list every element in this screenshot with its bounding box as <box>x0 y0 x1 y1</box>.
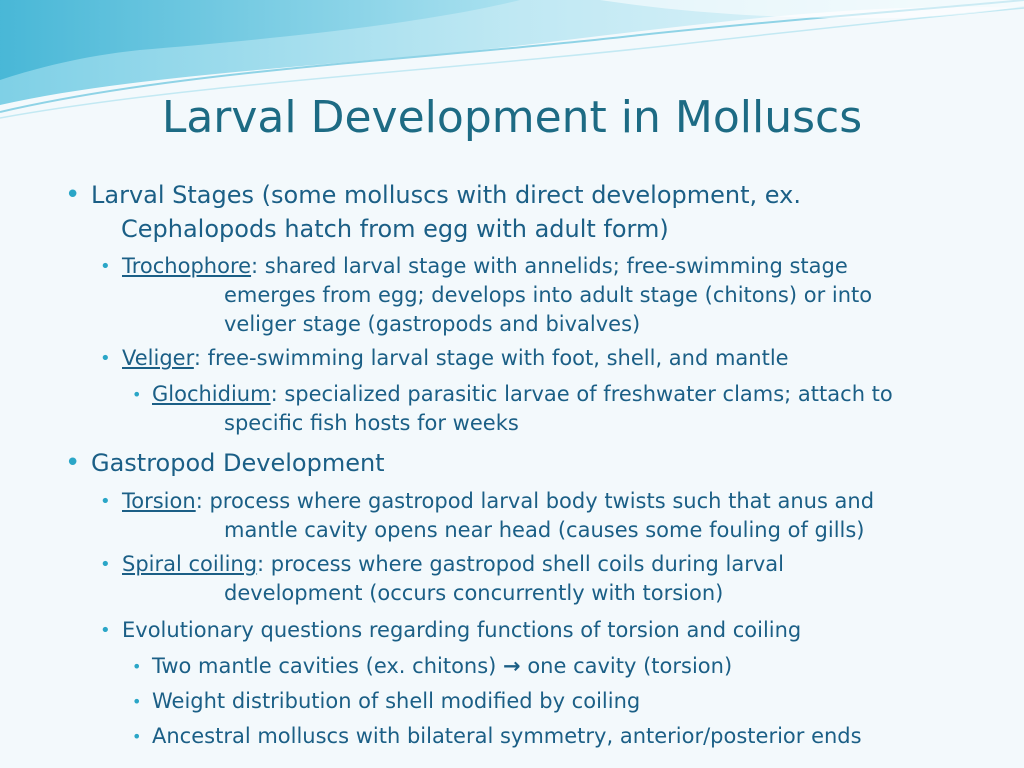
bullet-gastropod-development <box>65 446 991 480</box>
bullet-veliger <box>100 344 1002 373</box>
bullet-text: : specialized parasitic larvae of freshwater clams; attach to <box>270 382 893 406</box>
bullet-torsion <box>100 487 1002 545</box>
bullet-evolutionary-questions <box>100 616 1002 645</box>
bullet-dot-icon: • <box>132 727 142 746</box>
bullet-dot-icon: • <box>132 385 142 404</box>
bullet-text: one cavity (torsion) <box>520 654 733 678</box>
bullet-dot-icon: • <box>65 448 81 478</box>
slide-title: Larval Development in Molluscs <box>161 92 863 143</box>
bullet-ancestral-molluscs <box>132 722 1002 751</box>
bullet-text: : process where gastropod shell coils during larval <box>257 552 785 576</box>
bullet-text-cont: Cephalopods hatch from egg with adult form) <box>121 215 669 243</box>
bullet-dot-icon: • <box>65 180 81 210</box>
bullet-dot-icon: • <box>100 554 111 575</box>
bullet-text: : shared larval stage with annelids; free-swimming stage <box>251 254 848 278</box>
bullet-text: : free-swimming larval stage with foot, shell, and mantle <box>193 346 789 370</box>
bullet-text: Evolutionary questions regarding functions of torsion and coiling <box>122 618 802 642</box>
bullet-dot-icon: • <box>132 657 142 676</box>
bullet-text: Weight distribution of shell modified by coiling <box>152 689 641 713</box>
bullet-spiral-coiling <box>100 550 1002 608</box>
term-veliger: Veliger <box>122 346 194 370</box>
bullet-dot-icon: • <box>132 692 142 711</box>
bullet-dot-icon: • <box>100 491 111 512</box>
term-torsion: Torsion <box>122 489 196 513</box>
bullet-dot-icon: • <box>100 348 111 369</box>
bullet-text: Gastropod Development <box>91 449 385 477</box>
bullet-text-cont: veliger stage (gastropods and bivalves) <box>224 312 641 336</box>
bullet-dot-icon: • <box>100 620 111 641</box>
bullet-text-cont: development (occurs concurrently with torsion) <box>224 581 724 605</box>
bullet-larval-stages <box>65 178 991 246</box>
bullet-text: Two mantle cavities (ex. chitons) <box>152 654 504 678</box>
term-trochophore: Trochophore <box>122 254 252 278</box>
bullet-text-cont: emerges from egg; develops into adult stage (chitons) or into <box>224 283 873 307</box>
bullet-trochophore <box>100 252 1002 339</box>
bullet-text: Larval Stages (some molluscs with direct development, ex. <box>91 181 801 209</box>
term-spiral-coiling: Spiral coiling <box>122 552 258 576</box>
right-arrow-icon: → <box>503 654 521 678</box>
bullet-text: : process where gastropod larval body twists such that anus and <box>195 489 875 513</box>
bullet-text: Ancestral molluscs with bilateral symmetry, anterior/posterior ends <box>152 724 862 748</box>
bullet-glochidium <box>132 380 1002 438</box>
bullet-mantle-cavities <box>132 652 1002 681</box>
bullet-text-cont: mantle cavity opens near head (causes some fouling of gills) <box>224 518 865 542</box>
term-glochidium: Glochidium <box>152 382 271 406</box>
bullet-dot-icon: • <box>100 256 111 277</box>
bullet-text-cont: specific fish hosts for weeks <box>224 411 519 435</box>
bullet-weight-distribution <box>132 687 1002 716</box>
